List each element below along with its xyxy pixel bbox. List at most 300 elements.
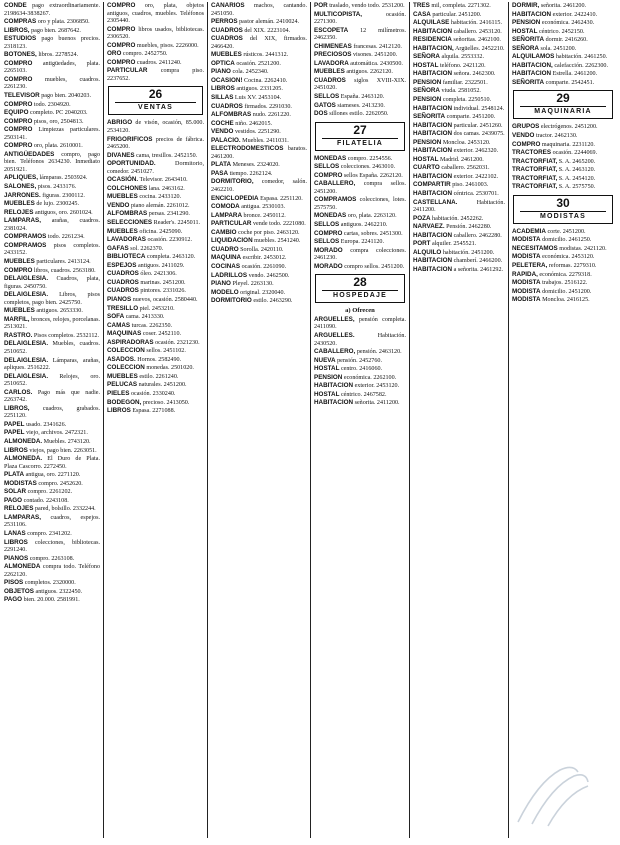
ad-text: Dormitorio, comedor. 2451027.	[107, 161, 204, 175]
ad-text: señoritas. 2462100.	[453, 37, 501, 44]
ad-headword: RAPIDA,	[512, 270, 538, 278]
ad-text: muebles. 2541240.	[254, 238, 301, 245]
ad-text: ocasión. 2230912.	[147, 237, 192, 244]
ad-headword: TRACTORFIAT,	[512, 174, 558, 182]
ad-text: usado. 2341626.	[26, 421, 67, 428]
ad-headword: APLIQUES,	[4, 174, 38, 182]
ad-text: cuadros. 2411240.	[136, 59, 182, 66]
ad-text: señorita. 2411200.	[354, 400, 400, 407]
classified-ad	[314, 221, 406, 230]
ad-text: compra colecciones. 2461230.	[314, 247, 406, 262]
ad-text: maquinaria. 2231120.	[541, 141, 595, 148]
ad-headword: CHIMENEAS	[314, 42, 352, 50]
ad-text: compro sellos. 2451200.	[344, 263, 405, 270]
classified-ad	[4, 76, 100, 92]
classified-ad	[211, 137, 307, 146]
classified-ad	[4, 92, 100, 101]
ad-headword: TRACTORES	[512, 149, 552, 157]
column-4-entries	[314, 2, 406, 119]
ad-headword: PARTICULAR	[211, 220, 252, 228]
classified-ad	[413, 122, 505, 131]
ad-headword: COMPRO	[314, 229, 343, 237]
classified-ad	[512, 236, 614, 245]
classified-ad	[107, 50, 204, 59]
ad-text: de visón, ocasión, 85.000. 2534120.	[107, 120, 204, 135]
classified-ad	[107, 390, 204, 399]
ad-text: dos camas. 2439075.	[453, 131, 505, 138]
column-rule	[103, 2, 104, 838]
ad-headword: CABALLERO,	[314, 180, 356, 188]
ad-headword: HABITACION	[512, 70, 552, 78]
ad-headword: SELLOS	[314, 163, 340, 171]
classified-ad	[4, 18, 100, 27]
ad-headword: HABITACION	[413, 172, 453, 180]
classified-ad	[107, 176, 204, 185]
column-6-entries	[512, 2, 614, 87]
ad-headword: COMPRAMOS	[4, 233, 47, 241]
ad-text: habitación. 2451200.	[442, 249, 495, 256]
ad-text: Espasa. 2271088.	[132, 408, 176, 415]
classified-ad	[314, 196, 406, 212]
column-3-entries	[211, 2, 307, 306]
column-6-entries-modistas	[512, 228, 614, 305]
ad-text: todo. 2261234.	[47, 234, 85, 241]
classified-ad	[107, 364, 204, 373]
ad-headword: HABITACION	[413, 70, 453, 78]
classified-ad	[314, 382, 406, 391]
classified-ad	[107, 407, 204, 416]
ad-text: chamberí. 2466200.	[453, 258, 503, 265]
ad-text: de lujo. 2300245.	[36, 201, 79, 208]
ad-text: domicilio. 2451200.	[542, 288, 592, 295]
classified-ad	[4, 291, 100, 307]
ad-headword: HABITACION	[413, 231, 453, 239]
ad-headword: MAQUINAS	[107, 330, 142, 338]
classified-ad	[512, 19, 614, 28]
classified-ad	[314, 155, 406, 164]
section-header-modistas	[513, 195, 613, 224]
ad-headword: MUEBLES	[211, 51, 242, 59]
classified-ad	[413, 139, 505, 148]
ad-text: persas. 2341290.	[148, 211, 190, 218]
ad-headword: PORT	[413, 240, 431, 248]
ad-headword: ORO	[107, 50, 122, 58]
classified-ad	[4, 109, 100, 118]
ad-text: Habitación. 2411200.	[413, 199, 505, 214]
ad-text: 12 milímetros. 2462350.	[314, 27, 406, 42]
classified-ad	[314, 163, 406, 172]
section-header-maquinaria	[513, 90, 613, 119]
ad-headword: ACADEMIA	[512, 227, 546, 235]
classified-ad	[107, 2, 204, 26]
section-number: 29	[556, 91, 570, 106]
ad-text: Moncloa. 2453120.	[442, 139, 491, 146]
classified-ad	[413, 105, 505, 114]
ad-text: céntrico. 2452150.	[538, 28, 585, 35]
classified-ad	[211, 170, 307, 179]
classified-ad	[211, 272, 307, 281]
classified-ad	[4, 421, 100, 430]
classified-ad	[4, 275, 100, 291]
ad-headword: PLATA	[4, 471, 25, 479]
ad-headword: RELOJES	[4, 505, 34, 513]
classified-ad	[211, 203, 307, 212]
classified-ad	[512, 296, 614, 305]
classified-ad	[314, 230, 406, 239]
classified-ad	[314, 399, 406, 408]
ad-text: pago bien. 2040203.	[41, 93, 91, 100]
ad-text: libros, cuadros. 2563180.	[33, 267, 96, 274]
section-number: 28	[353, 275, 367, 290]
ad-text: rústicos. 2441312.	[243, 52, 289, 59]
classified-ad	[4, 405, 100, 421]
ad-headword: MODISTA	[512, 253, 541, 261]
ad-headword: BODEGON,	[107, 398, 142, 406]
classified-ad	[413, 173, 505, 182]
ad-headword: ALQUILASE	[413, 19, 450, 27]
ad-text: teléfono. 2421120.	[439, 62, 486, 69]
ad-headword: COMPRAMOS	[4, 241, 47, 249]
column-rule	[207, 2, 208, 838]
classified-ad	[512, 53, 614, 62]
ad-text: Muebles. 2743120.	[43, 438, 91, 445]
ad-headword: GATOS	[314, 101, 336, 109]
ad-text: pensión. 2452760.	[337, 357, 382, 364]
ad-headword: VENDO	[211, 128, 234, 136]
ad-headword: VENDO	[512, 132, 535, 140]
classified-ad	[107, 26, 204, 42]
ad-headword: CUADROS	[211, 102, 243, 110]
classified-ad	[4, 233, 100, 242]
classified-ad	[314, 247, 406, 263]
ad-text: Relojes, oro. 2510652.	[4, 373, 100, 388]
classified-ad	[107, 160, 204, 176]
ad-text: particulares. 2413124.	[36, 258, 91, 265]
classified-ad	[512, 28, 614, 37]
classified-ad	[107, 305, 204, 314]
classified-ad	[4, 480, 100, 489]
ad-text: automática. 2430500.	[350, 60, 403, 67]
ad-text: oro y plata. 2306850.	[37, 19, 90, 26]
ad-headword: MUEBLES	[4, 307, 35, 315]
section-number: 30	[556, 195, 570, 210]
ad-text: coche por piso. 2463120.	[238, 229, 300, 236]
ad-headword: CANARIOS	[211, 2, 245, 9]
ad-text: libros. 2278524.	[38, 52, 79, 59]
classified-ad	[107, 279, 204, 288]
ad-text: exterior. 2422102.	[453, 173, 499, 180]
ad-text: antiguos. 2411029.	[137, 262, 185, 269]
ad-text: particular. 2451260.	[453, 122, 503, 129]
ad-headword: ASPIRADORAS	[107, 338, 154, 346]
classified-ad	[314, 60, 406, 69]
classified-ad	[512, 45, 614, 54]
ad-headword: RESIDENCIA	[413, 36, 452, 44]
ad-headword: HABITACION,	[413, 44, 454, 52]
classified-ad	[413, 130, 505, 139]
classified-ad	[211, 51, 307, 60]
ad-headword: HOSTAL	[314, 365, 340, 373]
ad-headword: MONEDAS	[314, 154, 347, 162]
ad-text: alquiler. 2545521.	[432, 241, 477, 248]
ad-headword: CUADROS	[107, 270, 139, 278]
classified-ad	[107, 253, 204, 262]
classified-ad	[4, 438, 100, 447]
classified-ad	[107, 287, 204, 296]
ad-headword: MUEBLES	[4, 257, 35, 265]
ad-text: señora. 2462300.	[453, 71, 496, 78]
classified-ad	[314, 238, 406, 247]
ad-text: todo. 2304920.	[33, 101, 71, 108]
ad-text: habitación. 2461250.	[555, 54, 608, 61]
ad-headword: MUEBLES	[4, 200, 35, 208]
ad-text: económica. 2279318.	[539, 271, 592, 278]
ad-text: céntrica. 2530701.	[453, 191, 499, 198]
ad-text: compra piso. 2237652.	[107, 68, 204, 82]
classified-ad	[413, 266, 505, 275]
ad-text: colecciones. 2463010.	[340, 164, 396, 171]
column-4-entries-hospedaje	[314, 316, 406, 408]
ad-headword: HABITACION,	[512, 61, 553, 69]
ad-headword: OPTICA	[211, 59, 235, 67]
ad-text: sola. 2451200.	[540, 45, 577, 52]
ad-text: reformas. 2279310.	[548, 263, 597, 270]
classified-ad	[4, 539, 100, 555]
classified-ad	[211, 289, 307, 298]
classified-ad	[413, 2, 505, 11]
ad-headword: COMPRO	[107, 2, 136, 9]
ad-text: antiguos. 2331205.	[236, 86, 283, 93]
column-6	[512, 2, 614, 838]
ad-text: ocasión. 2521200.	[236, 60, 281, 67]
ad-headword: DELAIGLESIA.	[4, 356, 49, 364]
ad-text: bronces, relojes, porcelanas. 2513021.	[4, 316, 100, 331]
ad-headword: LIBROS	[107, 407, 131, 415]
ad-text: coser. 2452110.	[142, 331, 182, 338]
classified-ad	[314, 180, 406, 196]
ad-text: antigua. 2530103.	[241, 204, 286, 211]
ad-headword: MUEBLES	[107, 193, 138, 201]
ad-text: cola. 2452340.	[232, 69, 269, 76]
classified-ad	[314, 68, 406, 77]
section-label: HOSPEDAJE	[322, 290, 398, 300]
ad-headword: CUADRO	[211, 245, 239, 253]
classified-ad	[4, 357, 100, 373]
ad-text: S. A. 2465200.	[558, 158, 596, 165]
section-label: FILATELIA	[322, 138, 398, 148]
ad-text: pago extraordinariamente. 2198634-3838267.	[4, 3, 100, 17]
classified-ad	[4, 242, 100, 258]
ad-headword: HABITACION	[413, 27, 453, 35]
ad-text: habitación. 2452262.	[432, 215, 484, 222]
ad-headword: COMPRO	[107, 25, 136, 33]
ad-text: Pago más que nadie. 2263742.	[4, 389, 100, 404]
ad-headword: SEÑORA	[512, 44, 539, 52]
classified-ad	[512, 166, 614, 175]
ad-headword: BIBLIOTECA	[107, 253, 146, 261]
classified-ad	[4, 35, 100, 51]
classified-ad	[314, 27, 406, 43]
ad-headword: ESPEJOS	[107, 261, 137, 269]
ad-text: compro. 2254556.	[347, 155, 393, 162]
ad-headword: HABITACION	[413, 104, 453, 112]
classified-ad	[211, 280, 307, 289]
ad-headword: MONEDAS	[314, 212, 347, 220]
classified-ad	[413, 147, 505, 156]
ad-headword: SEÑORITA	[512, 36, 545, 44]
ad-text: El Duro de Plata. Plaza Cascorro. 2272450.	[4, 456, 100, 470]
classified-ad	[512, 79, 614, 88]
ad-headword: LIQUIDACION	[211, 237, 253, 245]
ad-text: S. A. 2454120.	[558, 175, 596, 182]
ad-text: compro. 2341202.	[27, 531, 72, 537]
ad-text: muebles, cuadros. 2261230.	[4, 76, 100, 91]
classified-ad	[211, 229, 307, 238]
ad-text: vendo. 2462500.	[248, 272, 290, 279]
ad-text: S. A. 2463120.	[558, 167, 596, 174]
classified-ad	[107, 313, 204, 322]
ad-headword: TELEVISOR	[4, 92, 40, 100]
ad-headword: PRECIOSOS	[314, 51, 352, 59]
ad-headword: DELAIGLESIA.	[4, 291, 49, 299]
ad-headword: COMPRO	[107, 41, 136, 49]
ad-headword: COMPRAS	[4, 18, 37, 26]
classified-ad	[107, 119, 204, 135]
ad-text: ocasión. 2330240.	[130, 390, 176, 397]
ad-headword: LAVADORAS	[107, 236, 146, 244]
ad-headword: COMPRO	[4, 126, 33, 134]
ad-headword: PAGO	[4, 496, 23, 504]
ad-headword: MUEBLES	[107, 372, 138, 380]
classified-ad	[107, 185, 204, 194]
ad-headword: HABITACION	[413, 265, 453, 273]
ad-text: antigüedades, plata. 2265103.	[4, 60, 100, 75]
classified-ad	[314, 51, 406, 60]
classified-ad	[4, 332, 100, 341]
ad-headword: EQUIPO	[4, 109, 29, 117]
ad-text: turcas. 2262350.	[131, 322, 173, 329]
classified-ad	[314, 77, 406, 93]
ad-text: sillones estilo. 2262050.	[329, 111, 389, 118]
ad-headword: ALMONEDA.	[4, 437, 43, 445]
classified-ad	[4, 429, 100, 438]
ad-text: siglos XVIII-XIX. 2451020.	[314, 77, 406, 92]
ad-text: cuadros, espejos. 2531106.	[4, 514, 100, 529]
ad-headword: ARGUELLES.	[314, 331, 355, 339]
classified-ad	[512, 175, 614, 184]
ad-text: sellos. 2451102.	[146, 348, 186, 355]
classified-ad	[4, 471, 100, 480]
ad-headword: MODELO	[211, 288, 239, 296]
ad-headword: OBJETOS	[4, 587, 34, 595]
ad-headword: PENSION	[413, 138, 442, 146]
ad-headword: ASADOS.	[107, 355, 136, 363]
ad-headword: ARGUELLES,	[314, 315, 355, 323]
section-label: MAQUINARIA	[520, 106, 606, 116]
classified-ad	[512, 70, 614, 79]
ad-text: señorita. 2461200.	[540, 3, 587, 9]
ad-headword: MODISTAS	[4, 479, 37, 487]
ad-text: Lámparas, arañas, apliques. 2516222.	[4, 357, 100, 372]
classified-ad	[107, 347, 204, 356]
ad-headword: LIBROS,	[4, 404, 30, 412]
ad-text: Pisos completos. 2532112.	[33, 332, 99, 339]
ad-text: figuras. 2300112.	[42, 192, 85, 199]
ad-text: arañas, cuadros. 2381024.	[4, 218, 100, 232]
ad-text: pensión completa. 2411090.	[314, 316, 406, 331]
classified-ad	[413, 181, 505, 190]
ad-headword: COLECCION	[107, 347, 145, 355]
ad-headword: ALQUILO	[413, 248, 442, 256]
ad-text: firmados. 2291030.	[244, 103, 292, 110]
ad-text: tiempo. 2262124.	[229, 170, 273, 177]
ad-headword: LIBROS	[211, 85, 235, 93]
classified-ad	[314, 11, 406, 27]
ad-headword: PAGO	[4, 596, 23, 604]
ad-text: monedas. 2501020.	[146, 365, 194, 372]
ad-text: pared, bolsillo. 2332244.	[34, 506, 96, 513]
ad-headword: HOSTAL	[413, 61, 439, 69]
column-2-entries-ventas	[107, 119, 204, 415]
classified-ad	[211, 120, 307, 129]
ad-text: antigua, oro. 2271120.	[25, 472, 81, 479]
classified-ad	[413, 249, 505, 258]
ad-text: S. A. 2575750.	[558, 184, 596, 191]
ad-headword: SELECCIONES	[107, 219, 153, 227]
ad-text: Argüelles. 2452210.	[455, 45, 505, 52]
ad-text: compra sellos. 2451200.	[314, 181, 406, 195]
section-subheading: a) Ofrecen	[345, 307, 375, 315]
ad-headword: SOLAR	[4, 488, 27, 496]
ad-headword: CUADROS	[314, 76, 346, 84]
ad-headword: ALFOMBRAS	[211, 111, 252, 119]
classified-ad	[413, 164, 505, 173]
ad-text: compro. 2452620.	[38, 480, 83, 487]
classified-ad	[211, 85, 307, 94]
classified-ad	[4, 447, 100, 456]
ad-headword: ELECTRODOMESTICOS	[211, 145, 284, 153]
ad-text: visones. 2451200.	[352, 52, 398, 59]
ad-headword: LIBROS	[4, 446, 28, 454]
ad-text: cocina. 2433120.	[139, 194, 182, 201]
ad-headword: CAMAS	[107, 321, 131, 329]
column-5	[413, 2, 505, 838]
ad-headword: PLATA	[211, 161, 232, 169]
ad-headword: MODISTA	[512, 296, 541, 304]
classified-ad	[211, 2, 307, 18]
classified-ad	[413, 28, 505, 37]
ad-headword: TRACTORFIAT,	[512, 183, 558, 191]
column-rule	[409, 2, 410, 838]
section-label: VENTAS	[115, 102, 196, 112]
ad-text: pago buenos precios. 2318123.	[4, 36, 100, 50]
ad-text: antiguos. 2262120.	[346, 69, 393, 76]
ad-headword: CUARTO	[413, 164, 440, 172]
ad-text: Estrella. 2461200.	[552, 71, 598, 78]
ad-text: antiguos. 2322450.	[35, 588, 83, 595]
ad-text: exterior. 2462320.	[453, 148, 499, 155]
classified-ad	[107, 236, 204, 245]
ad-headword: HABITACION	[413, 190, 453, 198]
ad-text: comedor, salón. 2462210.	[211, 179, 307, 194]
classified-ad	[314, 2, 406, 11]
ad-text: Cuadros, plata, figuras. 2450750.	[4, 276, 100, 290]
classified-ad	[107, 210, 204, 219]
ad-headword: PENSION	[413, 96, 442, 104]
classified-ad	[211, 128, 307, 137]
ad-text: Libros, pisos completos, pago bien. 2425750.	[4, 292, 100, 306]
column-rule	[310, 2, 311, 838]
